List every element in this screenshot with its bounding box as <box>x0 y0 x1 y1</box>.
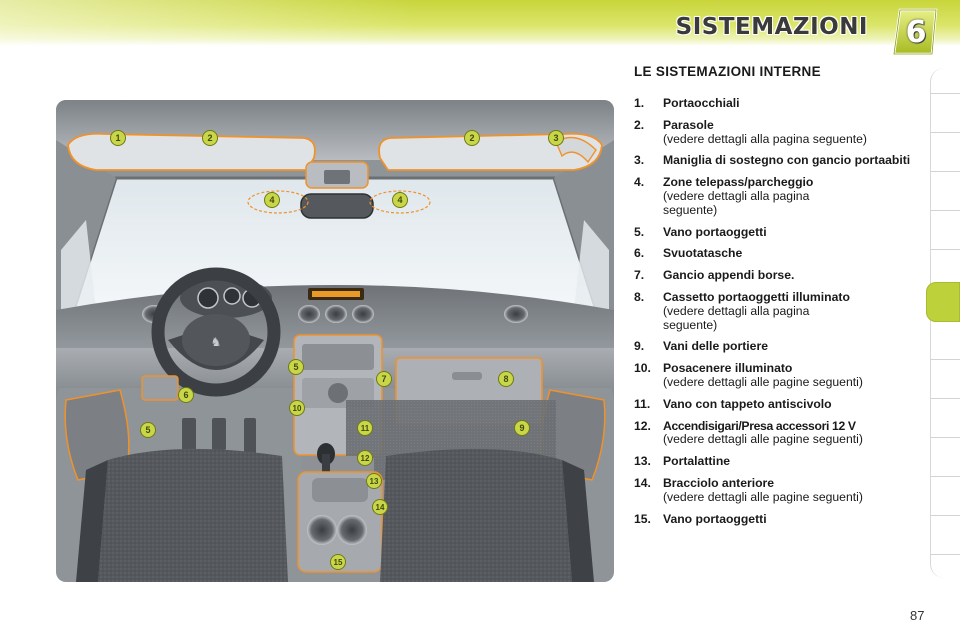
callout-10: 10 <box>289 400 305 416</box>
item-label: Bracciolo anteriore <box>663 475 775 490</box>
item-label: Portaocchiali <box>663 96 740 110</box>
side-tab-5[interactable] <box>930 211 960 250</box>
side-tab-1[interactable] <box>930 68 960 94</box>
list-item-3 <box>634 154 924 168</box>
callout-12: 12 <box>357 450 373 466</box>
item-label: Posacenere illuminato <box>663 361 793 376</box>
list-item-15 <box>634 513 924 527</box>
list-item-10 <box>634 362 924 390</box>
callout-15: 15 <box>330 554 346 570</box>
item-number: 9. <box>634 339 645 354</box>
side-tab-6-active[interactable] <box>926 282 960 322</box>
item-label: Svuotatasche <box>663 246 743 261</box>
item-number: 10. <box>634 361 651 376</box>
item-note: (vedere dettagli alle pagine seguenti) <box>663 489 863 504</box>
item-number: 7. <box>634 268 645 283</box>
callout-11: 11 <box>357 420 373 436</box>
page-number: 87 <box>910 608 925 623</box>
item-note: (vedere dettagli alla pagina seguente) <box>663 131 867 146</box>
side-tab-10[interactable] <box>930 438 960 477</box>
item-number: 5. <box>634 224 645 239</box>
item-label: Zone telepass/parcheggio <box>663 175 814 190</box>
callout-5-left: 5 <box>140 422 156 438</box>
item-label: Parasole <box>663 117 714 132</box>
side-tab-4[interactable] <box>930 172 960 211</box>
callout-2: 2 <box>202 130 218 146</box>
list-item-7 <box>634 269 924 283</box>
side-tab-12[interactable] <box>930 516 960 555</box>
list-item-5 <box>634 226 924 240</box>
callout-4-right: 4 <box>392 192 408 208</box>
list-item-2 <box>634 119 924 147</box>
callout-1: 1 <box>110 130 126 146</box>
item-number: 1. <box>634 96 645 110</box>
callout-13: 13 <box>366 473 382 489</box>
side-tab-2[interactable] <box>930 94 960 133</box>
item-label: Maniglia di sostegno con gancio portaabiti <box>663 153 911 168</box>
list-item-12 <box>634 420 924 448</box>
item-label: Vano portaoggetti <box>663 224 767 239</box>
chapter-number: 6 <box>905 14 927 50</box>
header-fade <box>0 0 420 46</box>
item-label: Gancio appendi borse. <box>663 268 795 283</box>
item-number: 12. <box>634 418 651 433</box>
item-note: (vedere dettagli alle pagine seguenti) <box>663 374 863 389</box>
list-item-8 <box>634 291 924 332</box>
item-number: 4. <box>634 175 645 190</box>
list-item-9 <box>634 340 924 354</box>
item-note: (vedere dettagli alla pagina seguente) <box>663 188 810 217</box>
callout-9: 9 <box>514 420 530 436</box>
callout-14: 14 <box>372 499 388 515</box>
item-number: 15. <box>634 511 651 526</box>
item-number: 2. <box>634 117 645 132</box>
side-tabs <box>926 68 960 578</box>
callout-7: 7 <box>376 371 392 387</box>
item-label: Accendisigari/Presa accessori 12 V <box>663 418 856 433</box>
item-note: (vedere dettagli alle pagine seguenti) <box>663 432 863 447</box>
side-tab-3[interactable] <box>930 133 960 172</box>
item-number: 11. <box>634 396 651 411</box>
chapter-title: SISTEMAZIONI <box>675 14 868 40</box>
callout-8: 8 <box>498 371 514 387</box>
side-tab-9[interactable] <box>930 399 960 438</box>
list-item-11 <box>634 398 924 412</box>
item-note: (vedere dettagli alla pagina seguente) <box>663 303 810 332</box>
item-number: 13. <box>634 454 651 469</box>
callout-4-left: 4 <box>264 192 280 208</box>
item-number: 6. <box>634 246 645 261</box>
item-number: 3. <box>634 153 645 168</box>
list-item-4 <box>634 176 924 217</box>
item-label: Vano portaoggetti <box>663 511 767 526</box>
item-number: 14. <box>634 475 651 490</box>
callout-5-center: 5 <box>288 359 304 375</box>
chapter-header <box>0 0 960 62</box>
list-item-6 <box>634 247 924 261</box>
list-item-14 <box>634 477 924 505</box>
callout-2-right: 2 <box>464 130 480 146</box>
car-interior-illustration <box>56 100 614 582</box>
list-item-13 <box>634 455 924 469</box>
side-tab-8[interactable] <box>930 360 960 399</box>
interior-items-list <box>634 97 924 534</box>
item-number: 8. <box>634 289 645 304</box>
side-tab-11[interactable] <box>930 477 960 516</box>
section-title: LE SISTEMAZIONI INTERNE <box>634 64 821 79</box>
interior-drawing <box>56 100 614 582</box>
item-label: Vani delle portiere <box>663 339 768 354</box>
svg-text:♞: ♞ <box>210 335 222 349</box>
callout-3: 3 <box>548 130 564 146</box>
callout-6: 6 <box>178 387 194 403</box>
chapter-badge <box>890 6 942 58</box>
list-item-1 <box>634 97 924 111</box>
item-label: Portalattine <box>663 454 731 469</box>
item-label: Vano con tappeto antiscivolo <box>663 396 832 411</box>
item-label: Cassetto portaoggetti illuminato <box>663 289 850 304</box>
side-tab-7[interactable] <box>930 324 960 360</box>
